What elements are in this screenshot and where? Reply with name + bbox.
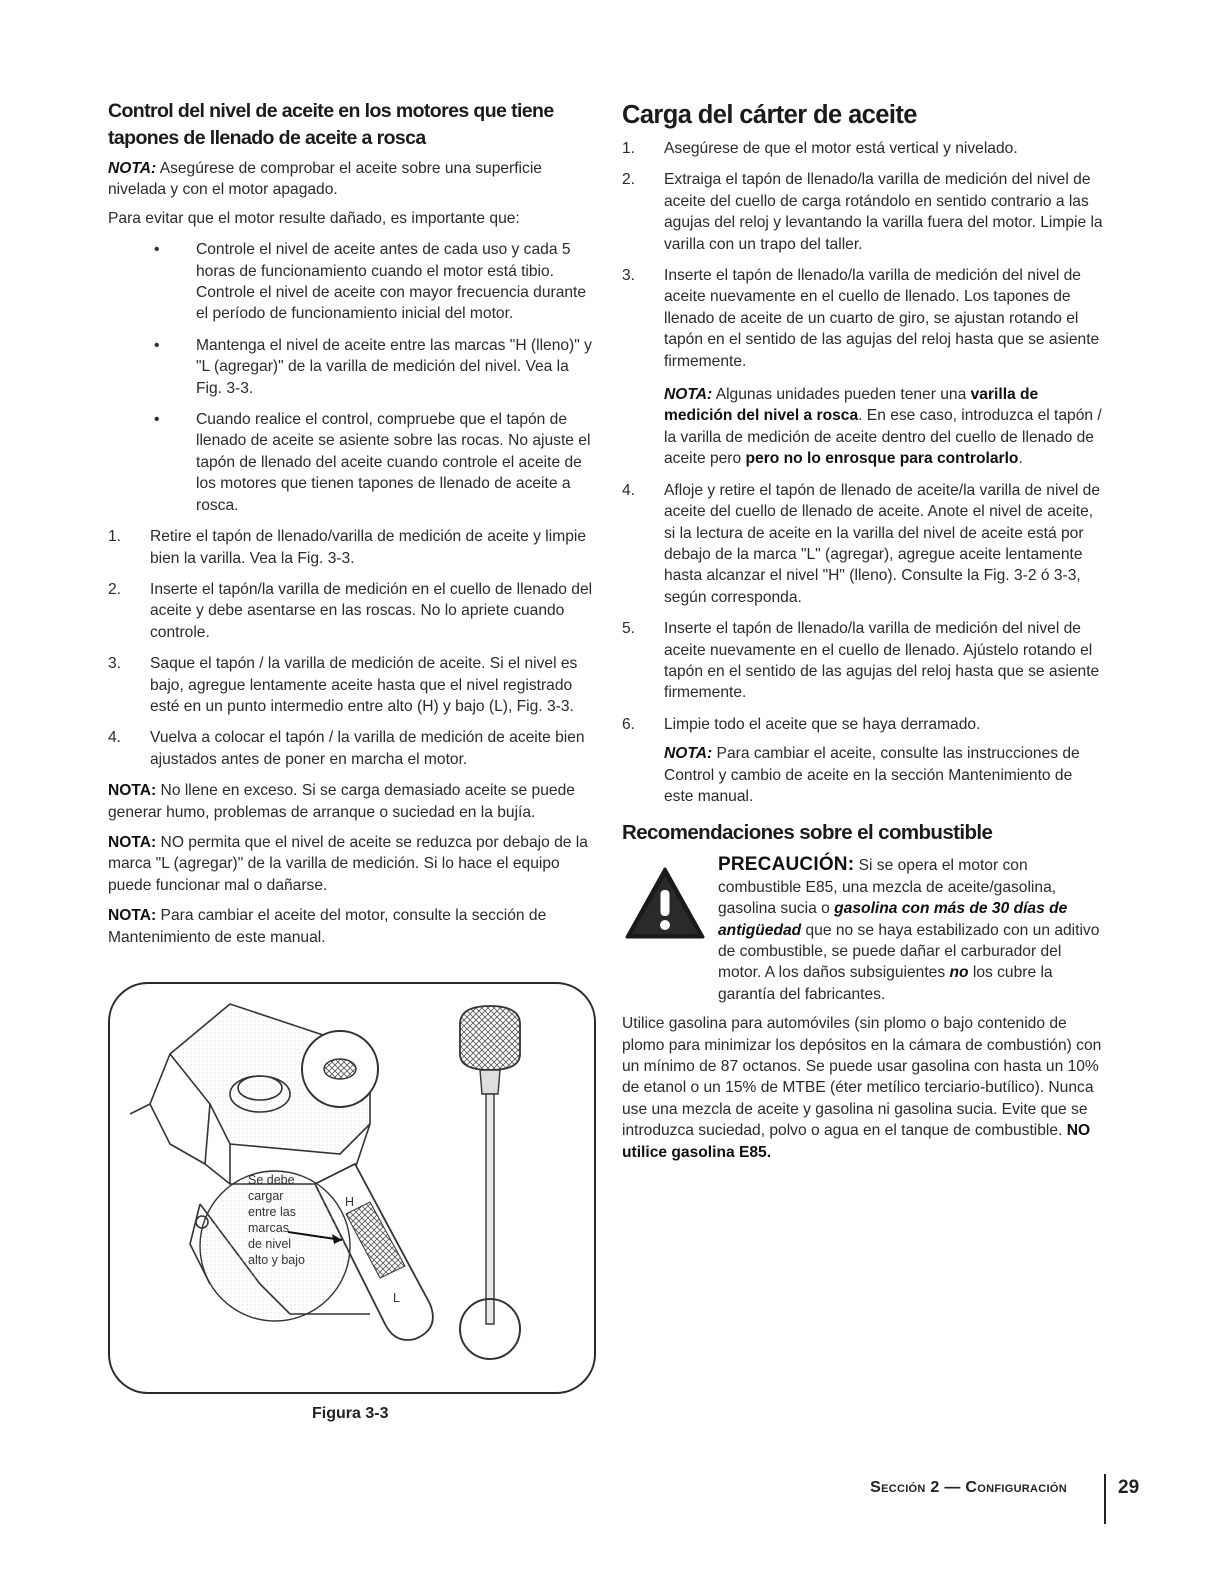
mark-h-label: H <box>345 1195 355 1209</box>
page-number: 29 <box>1118 1477 1140 1498</box>
fill-steps-list <box>622 138 1104 807</box>
figure-3-3 <box>108 982 596 1394</box>
step-item: 3. Saque el tapón / la varilla de medición de aceite. Si el nivel es bajo, agregue lentamente aceite hasta que el nivel registrado esté en un punto intermedio entre alto (H) y bajo (L), Fig. 3-3. <box>108 655 578 715</box>
step-item: 2. Extraiga el tapón de llenado/la varilla de medición del nivel de aceite del cuello de carga rotándolo en sentido contrario a las agujas del reloj y levantando la varilla fuera del motor. Limpie la varilla con un trapo del taller. <box>622 171 1103 253</box>
bullet-list <box>108 239 596 516</box>
steps-list <box>108 526 596 770</box>
note-label: NOTA: <box>108 160 157 177</box>
step-item: 5. Inserte el tapón de llenado/la varilla de medición del nivel de aceite nuevamente en el cuello de llenado. Ajústelo rotando el tapón en el sentido de las agujas del reloj hasta que se asiente firmemente. <box>622 620 1100 702</box>
step-item: 3. Inserte el tapón de llenado/la varilla de medición del nivel de aceite nuevamente en el cuello de llenado. Los tapones de llenado de aceite de un cuarto de giro, se ajustan rotando el tapón en el sentido de las agujas del reloj hasta que se asiente firmemente. NOTA: Algunas unidades pueden tener una varilla de medición del nivel a rosca. En ese caso, introduzca el tapón / la varilla de medición de aceite dentro del cuello de llenado de aceite pero pero no lo enrosque para controlarlo. <box>622 265 1104 470</box>
step-note: NOTA: Para cambiar el aceite, consulte las instrucciones de Control y cambio de aceite en la sección Mantenimiento de este manual. <box>664 745 1080 805</box>
step-item: 4. Vuelva a colocar el tapón / la varilla de medición de aceite bien ajustados antes de poner en marcha el motor. <box>108 729 585 768</box>
note-oil-change: NOTA: Para cambiar el aceite del motor, consulte la sección de Mantenimiento de este manual. <box>108 907 547 946</box>
bullet-item: • Cuando realice el control, compruebe que el tapón de llenado de aceite se asiente sobre las rocas. No ajuste el tapón de llenado del aceite cuando controle el aceite de los motores que tienen tapones de llenado de aceite a rosca. <box>154 411 591 514</box>
svg-text:de nivel: de nivel <box>248 1237 292 1251</box>
svg-text:Se debe: Se debe <box>248 1173 295 1187</box>
step-item: 6. Limpie todo el aceite que se haya derramado. NOTA: Para cambiar el aceite, consulte las instrucciones de Control y cambio de aceite en la sección Mantenimiento de este manual. <box>622 714 1104 808</box>
mark-l-label: L <box>393 1291 400 1305</box>
note-text: Asegúrese de comprobar el aceite sobre una superficie nivelada y con el motor apagado. <box>108 160 542 199</box>
precaution-text: PRECAUCIÓN: Si se opera el motor con combustible E85, una mezcla de aceite/gasolina, gasolina sucia o gasolina con más de 30 días de antigüedad que no se haya estabilizado con un aditivo de combustible, se puede dañar el carburador del motor. A los daños subsiguientes no los cubre la garantía del fabricantes. <box>718 854 1100 1003</box>
svg-text:cargar: cargar <box>248 1189 284 1203</box>
footer-section-label: Sección 2 — Configuración <box>870 1479 1067 1496</box>
section-heading-oil-fill: Carga del cárter de aceite <box>622 101 917 129</box>
bullet-item: • Mantenga el nivel de aceite entre las marcas "H (lleno)" y "L (agregar)" de la varilla de medición del nivel. Vea la Fig. 3-3. <box>154 336 592 397</box>
svg-text:alto y bajo: alto y bajo <box>248 1253 305 1267</box>
note-overfill: NOTA: No llene en exceso. Si se carga demasiado aceite se puede generar humo, problemas de arranque o suciedad en la bujía. <box>108 782 575 821</box>
intro-paragraph: Para evitar que el motor resulte dañado, es importante que: <box>108 209 520 227</box>
step-item: 4. Afloje y retire el tapón de llenado de aceite/la varilla de nivel de aceite del cuello de llenado de aceite. Anote el nivel de aceite, si la lectura de aceite en la varilla del nivel de aceite está por debajo de la marca "L" (agregar), agregue aceite lentamente hasta alcanzar el nivel "H" (lleno). Consulte la Fig. 3-2 ó 3-3, según corresponda. <box>622 481 1101 606</box>
svg-text:marcas: marcas <box>248 1221 289 1235</box>
fuel-paragraph: Utilice gasolina para automóviles (sin plomo o bajo contenido de plomo para minimizar los depósitos en la cámara de combustión) con un mínimo de 87 octanos. Se puede usar gasolina con hasta un 10% de etanol o un 15% de MTBE (éter metílico terciario-butílico). Nunca use una mezcla de aceite y gasolina ni gasolina sucia. Evite que se introduzca suciedad, polvo o agua en el tanque de combustible. NO utilice gasolina E85. <box>622 1015 1102 1161</box>
step-item: 2. Inserte el tapón/la varilla de medición en el cuello de llenado del aceite y debe asentarse en las roscas. No lo apriete cuando controle. <box>108 580 593 641</box>
bullet-item: • Controle el nivel de aceite antes de cada uso y cada 5 horas de funcionamiento cuando el motor está tibio. Controle el nivel de aceite con mayor frecuencia durante el período de funcionamiento inicial del motor. <box>154 241 587 323</box>
step-item: 1. Retire el tapón de llenado/varilla de medición de aceite y limpie bien la varilla. Vea la Fig. 3-3. <box>108 528 587 567</box>
figure-caption: Figura 3-3 <box>312 1405 389 1422</box>
note-low-level: NOTA: NO permita que el nivel de aceite se reduzca por debajo de la marca "L (agregar)" de la varilla de medición. Si lo hace el equipo puede funcionar mal o dañarse. <box>108 833 588 894</box>
svg-text:entre las: entre las <box>248 1205 296 1219</box>
note-paragraph <box>108 158 596 201</box>
precaution-block <box>622 854 1104 1005</box>
dipstick <box>460 1006 520 1359</box>
warning-triangle-icon <box>624 866 706 940</box>
section-heading-oil-level: Control del nivel de aceite en los motores que tiene tapones de llenado de aceite a rosca <box>108 100 554 149</box>
left-column <box>108 98 596 948</box>
step-item: 1. Asegúrese de que el motor está vertical y nivelado. <box>622 140 1018 157</box>
section-heading-fuel: Recomendaciones sobre el combustible <box>622 821 993 845</box>
step-note: NOTA: Algunas unidades pueden tener una varilla de medición del nivel a rosca. En ese caso, introduzca el tapón / la varilla de medición de aceite dentro del cuello de llenado de aceite pero pero no lo enrosque para controlarlo. <box>664 386 1102 468</box>
engine-dipstick-illustration <box>110 984 596 1394</box>
footer-divider <box>1104 1474 1106 1524</box>
right-column <box>622 98 1104 1163</box>
